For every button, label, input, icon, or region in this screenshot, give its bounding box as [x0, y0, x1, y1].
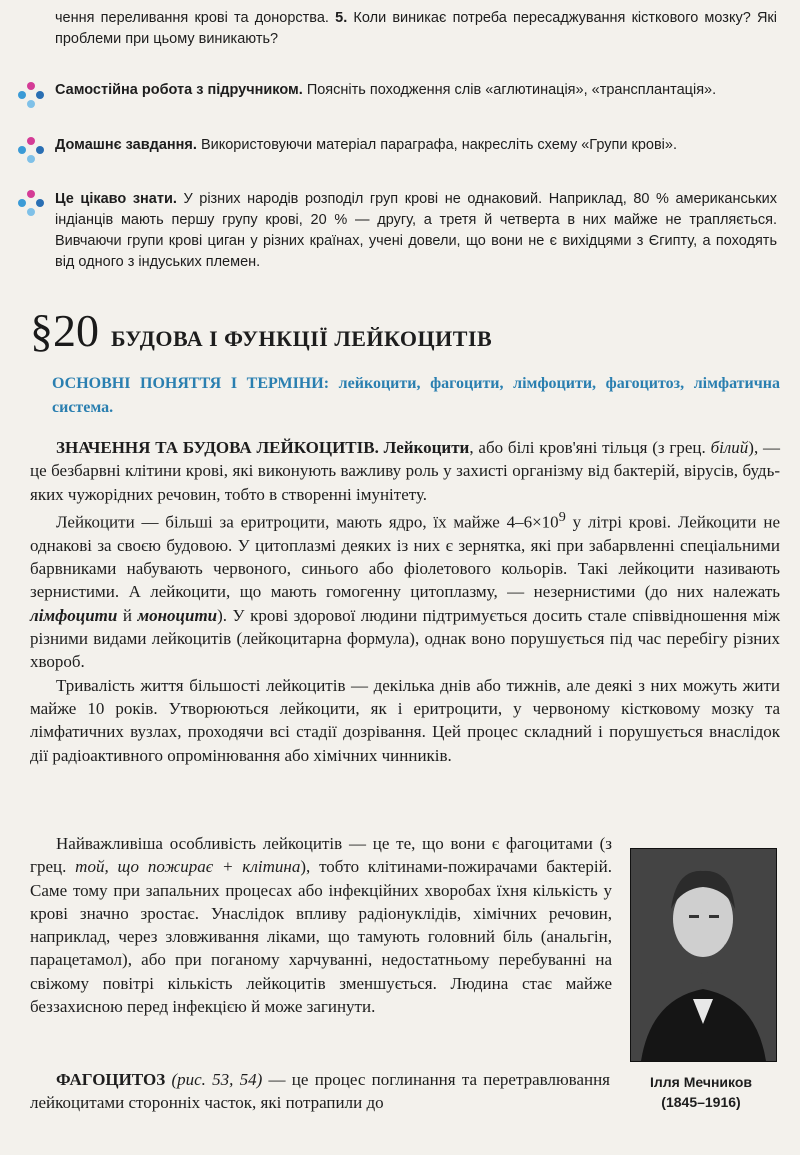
portrait-caption: Ілля Мечников (1845–1916) [649, 1074, 752, 1110]
paragraph-structure: ЗНАЧЕННЯ ТА БУДОВА ЛЕЙКОЦИТІВ. Лейкоцити, або білі кров'яні тільця (з грец. білий), — це безбарвні клітини крові, які виконують важливу роль у захисті організму від бактерій, вірусів, будь-яких чужорідних речовин, тобто в створенні імунітету. Лейкоцити — більші за еритроцити, мають ядро, їх майже $4-6\times 10^9$ у літрі крові. Лейкоцити не однакові за своєю будовою. У цитоплазмі деяких із них є зернятка, які при забарвленні спеціальними барвниками набувають червоного, синього або фіолетового кольорів. Такі лейкоцити називають зернистими. А лейкоцити, що мають гомогенну цитоплазму, — незернистими (до них належать лімфоцити й моноцити). У крові здорової людини підтримується досить стале співвідношення між різними видами лейкоцитів (лейкоцитарна формула), однак воно порушується під час перебігу різних хвороб. Тривалість життя більшості лейкоцитів — декілька днів або тижнів, але деякі з них можуть жити майже 10 років. Утворюються лейкоцити, як і еритроцити, у червоному кістковому мозку та лімфатичних вузлах, проходячи всі стадії дозрівання. Цей процес складний і порушується внаслідок дії радіоактивного опромінювання або хімічних чинників. [30, 438, 781, 765]
paragraph-phagocytosis: ФАГОЦИТОЗ (рис. 53, 54) — це процес поглинання та перетравлювання лейкоцитами сторонніх часток, які потрапили до [30, 1070, 611, 1113]
question-number: 5. [335, 10, 348, 26]
paragraph-phagocytes: Найважливіша особливість лейкоцитів — це те, що вони є фагоцитами (з грец. той, що пожирає + клітина), тобто клітинами-пожирачами бактерій. Саме тому при запальних процесах або інфекційних хворобах їхня кількість у крові значно зростає. Унаслідок впливу радіонуклідів, хімічних речовин, наприклад, через зловживання ліками, що тамують головний біль (анальгін, парацетамол), або при поганому харчуванні, недостатньому перебуванні на свіжому повітрі кількість лейкоцитів зменшується. Людина стає майже беззахисною перед інфекцією й може загинути. [30, 834, 612, 1017]
continuation-text: чення переливання крові та донорства. 5. Коли виникає потреба пересаджування кісткового мозку? Які проблеми при цьому виникають? [55, 10, 777, 47]
section-title: БУДОВА І ФУНКЦІЇ ЛЕЙКОЦИТІВ [111, 326, 493, 351]
task-bullet-icon [18, 137, 44, 163]
independent-work: Самостійна робота з підручником. Поясніть походження слів «аглютинація», «трансплантація». [55, 82, 717, 98]
task-bullet-icon [18, 190, 44, 216]
task-bullet-icon [18, 82, 44, 108]
portrait-photo [630, 848, 777, 1062]
interesting-facts: Це цікаво знати. У різних народів розподіл груп крові не однаковий. Наприклад, 80 % американських індіанців мають першу групу крові, 20 % — другу, а третя й четверта в них майже не трапляється. Вивчаючи групи крові циган у різних країнах, учені довели, що вони не є вихідцями з Єгипту, а походять від одного з індуських племен. [55, 191, 777, 270]
portrait-image [631, 849, 776, 1061]
homework: Домашнє завдання. Використовуючи матеріал параграфа, накресліть схему «Групи крові». [55, 137, 677, 153]
section-number: §20 [30, 305, 99, 356]
section-heading [30, 304, 492, 357]
key-concepts: ОСНОВНІ ПОНЯТТЯ І ТЕРМІНИ: лейкоцити, фагоцити, лімфоцити, фагоцитоз, лімфатична система. [52, 375, 780, 416]
